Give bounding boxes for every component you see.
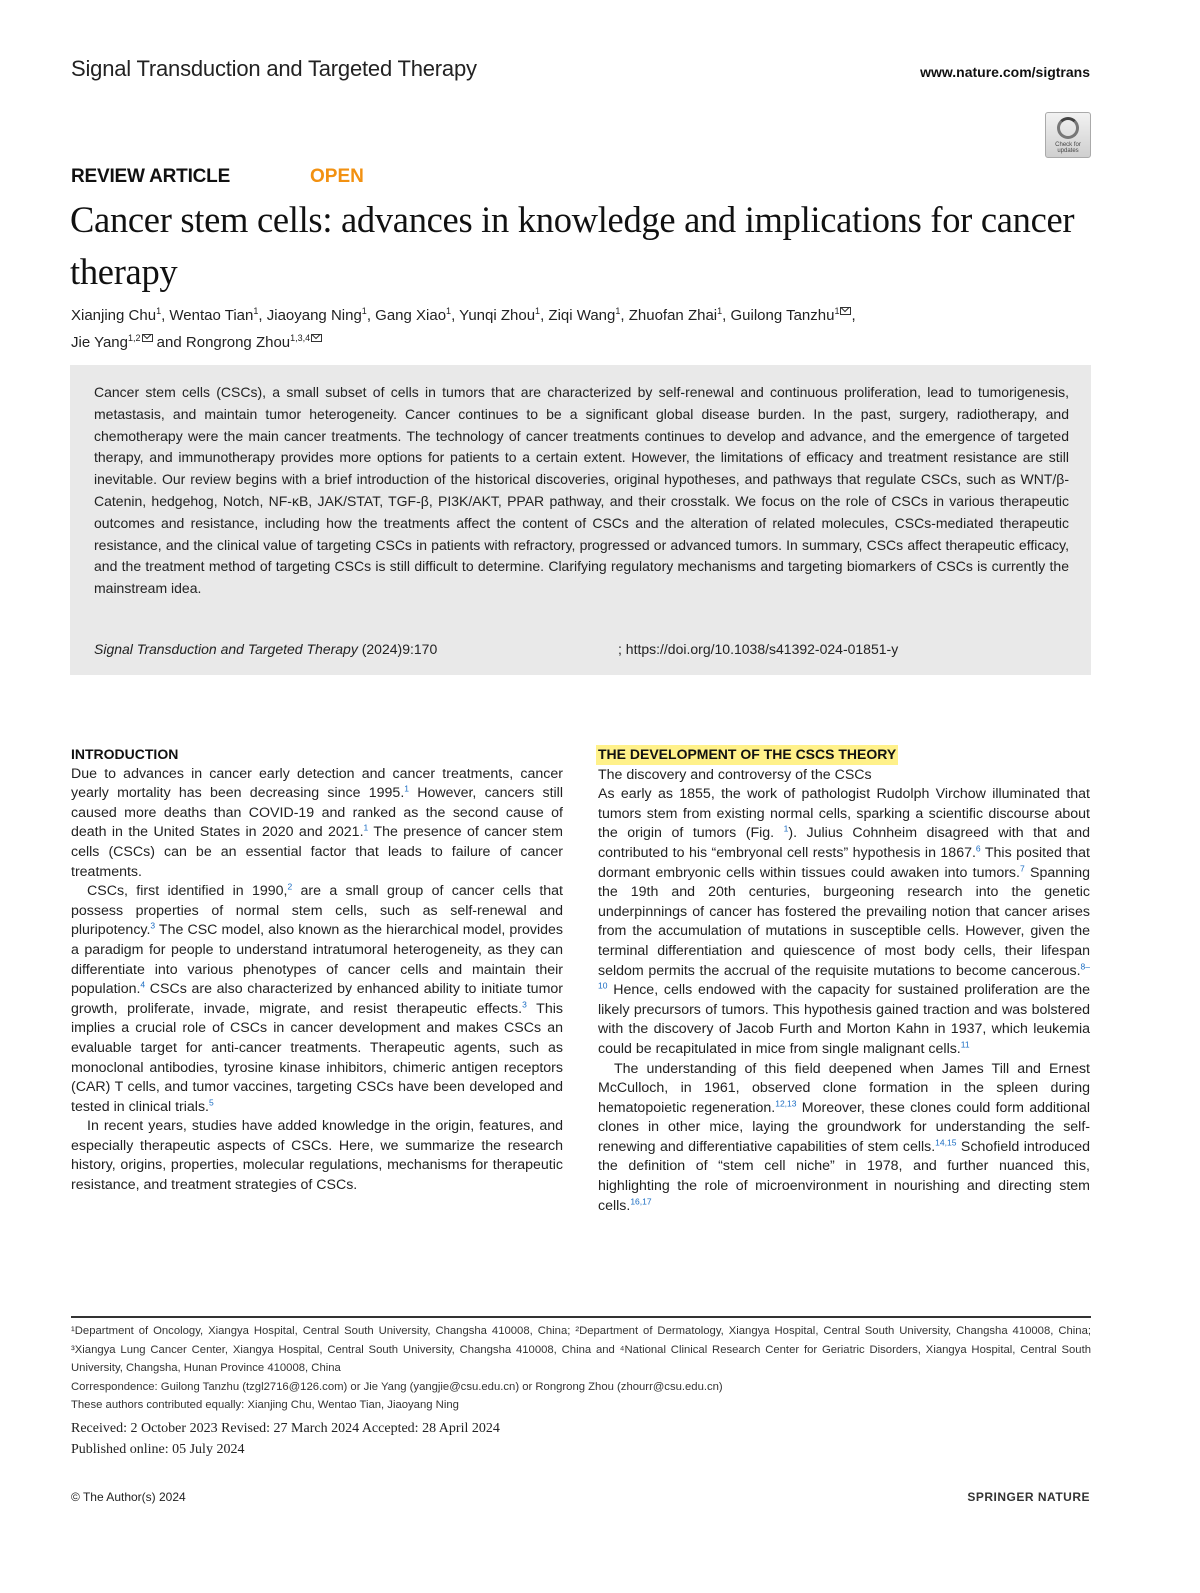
author-affiliation-marker: 1,3,4 — [290, 333, 311, 343]
author-affiliation-marker: 1 — [253, 306, 259, 316]
published-online: Published online: 05 July 2024 — [71, 1442, 245, 1457]
citation-ref: (2024)9:170 — [357, 641, 438, 657]
intro-paragraph-2 — [71, 882, 563, 1117]
author-name: Xianjing Chu — [71, 307, 157, 324]
check-updates-icon — [1057, 117, 1079, 139]
affiliation-list: ¹Department of Oncology, Xiangya Hospital, Central South University, Changsha 410008, China; ²Department of Dermatology, Xiangya Hospital, Central South University, Changsha 410008, China; ³Xiangya Lung Cancer Center, Xiangya Hospital, Central South University, Changsha 410008, China and ⁴National Clinical Research Center for Geriatric Disorders, Xiangya Hospital, Central South University, Changsha, Hunan Province 410008, China — [71, 1325, 1091, 1374]
check-for-updates-badge[interactable] — [1045, 112, 1091, 158]
journal-title: Signal Transduction and Targeted Therapy — [71, 56, 477, 81]
text-run: ). Julius Cohnheim disagreed with that and contributed to his “embryonal cell rests” hypothesis in 1867. — [598, 825, 1090, 861]
check-updates-label: Check for updates — [1055, 141, 1081, 154]
citation — [94, 641, 437, 657]
reference-link[interactable]: 1 — [783, 823, 789, 834]
author-list: Xianjing Chu$^1$, Wentao Tian$^1$, Jiaoyang Ning$^1$, Gang Xiao$^1$, Yunqi Zhou$^1$, Ziqi Wang$^1$, Zhuofan Zhai$^1$, Guilong Tanzhu$^1$ , Jie Yang$^{1,2}$ and Rongrong Zhou$^{1,3,4}$ — [71, 306, 856, 351]
development-paragraph-1 — [598, 785, 1090, 1059]
text-run: Spanning the 19th and 20th centuries, burgeoning research into the genetic underpinnings of cancer has fostered the prevailing notion that cancer arises from the accumulation of mutations in susceptible cells. However, given the terminal differentiation and quiescence of most body cells, their lifespan seldom permits the accrual of the requisite mutations to become cancerous. — [598, 864, 1090, 979]
reference-link[interactable]: 7 — [1019, 862, 1025, 873]
intro-paragraph-3 — [71, 1117, 563, 1195]
author-name: Zhuofan Zhai — [628, 307, 718, 324]
author-name: Ziqi Wang — [548, 307, 616, 324]
author-name: Rongrong Zhou — [185, 334, 291, 351]
reference-link[interactable]: 1 — [404, 783, 409, 794]
author-affiliation-marker: 1 — [535, 306, 541, 316]
text-run: CSCs, first identified in 1990, — [87, 883, 288, 900]
author-affiliation-marker: 1,2 — [128, 333, 141, 343]
text-run: The understanding of this field deepened when James Till and Ernest McCulloch, in 1961, observed clone formation in the spleen during hematopoietic regeneration. — [598, 1060, 1090, 1116]
reference-link[interactable]: 8–10 — [598, 960, 1090, 991]
doi-link[interactable]: ; https://doi.org/10.1038/s41392-024-01851-y — [618, 641, 899, 657]
correspondence: Correspondence: Guilong Tanzhu (tzgl2716@126.com) or Jie Yang (yangjie@csu.edu.cn) or Rongrong Zhou (zhourr@csu.edu.cn) — [71, 1380, 723, 1393]
email-icon[interactable] — [142, 334, 153, 342]
subsection-heading: The discovery and controversy of the CSCs — [598, 766, 872, 783]
reference-link[interactable]: 5 — [209, 1096, 214, 1107]
received-revised-accepted: Received: 2 October 2023 Revised: 27 March 2024 Accepted: 28 April 2024 — [71, 1421, 500, 1436]
text-run: Schofield introduced the definition of “stem cell niche” in 1978, and further nuanced this, highlighting the role of microenvironment in nourishing and directing stem cells. — [598, 1138, 1090, 1214]
text-run: This posited that dormant embryonic cells within tissues could awaken into tumors. — [598, 844, 1090, 881]
text-run: As early as 1855, the work of pathologist Rudolph Virchow illuminated that tumors stem from existing normal cells, sparking a scientific discourse about the origin of tumors (Fig. — [598, 786, 1090, 842]
equal-contribution: These authors contributed equally: Xianjing Chu, Wentao Tian, Jiaoyang Ning — [71, 1399, 459, 1411]
author-name: Yunqi Zhou — [459, 307, 536, 324]
section-heading-development: THE DEVELOPMENT OF THE CSCS THEORY — [596, 745, 898, 765]
author-name: Gang Xiao — [375, 307, 447, 324]
right-column — [598, 745, 1090, 1216]
text-run: Moreover, these clones could form additional clones in other mice, laying the groundwork for understanding the self-renewing and differentiative capabilities of stem cells. — [598, 1099, 1090, 1155]
author-affiliation-marker: 1 — [834, 306, 840, 316]
article-title: Cancer stem cells: advances in knowledge and implications for cancer therapy — [70, 199, 1075, 292]
text-run: Hence, cells endowed with the capacity for sustained proliferation are the likely precursors of tumors. This hypothesis gained traction and was bolstered with the discovery of Jacob Furth and Morton Kahn in 1937, which leukemia could be recapitulated in mice from single malignant cells. — [598, 982, 1090, 1057]
reference-link[interactable]: 6 — [975, 843, 981, 854]
reference-link[interactable]: 12,13 — [775, 1097, 797, 1108]
author-name: Guilong Tanzhu — [730, 307, 835, 324]
author-name: Jiaoyang Ning — [266, 307, 362, 324]
text-run: are a small group of cancer cells that possess properties of normal stem cells, such as self-renewal and pluripotency. — [71, 883, 563, 939]
email-icon[interactable] — [840, 307, 851, 315]
text-run: CSCs are also characterized by enhanced ability to initiate tumor growth, proliferate, invade, migrate, and resist therapeutic effects. — [71, 981, 563, 1017]
text-run: The CSC model, also known as the hierarchical model, provides a paradigm for people to understand intratumoral heterogeneity, as they can differentiate into various phenotypes of cancer cells and maintain their population. — [71, 922, 563, 998]
reference-link[interactable]: 3 — [522, 998, 527, 1009]
reference-link[interactable]: 16,17 — [630, 1195, 652, 1206]
citation-journal: Signal Transduction and Targeted Therapy — [94, 641, 358, 657]
reference-link[interactable]: 2 — [287, 881, 293, 892]
footer-divider — [71, 1316, 1091, 1318]
text-run: Due to advances in cancer early detection and cancer treatments, cancer yearly mortality has been decreasing since 1995. — [71, 765, 563, 802]
reference-link[interactable]: 3 — [150, 920, 156, 931]
copyright: © The Author(s) 2024 — [71, 1490, 186, 1504]
affiliations — [71, 1322, 1091, 1415]
open-access-badge: OPEN — [310, 166, 364, 187]
author-affiliation-marker: 1 — [156, 306, 162, 316]
article-type: REVIEW ARTICLE — [71, 166, 231, 187]
author-affiliation-marker: 1 — [615, 306, 621, 316]
text-run: This implies a crucial role of CSCs in cancer development and makes CSCs an evaluable target for anti-cancer treatments. Therapeutic agents, such as monoclonal antibodies, tyrosine kinase inhibitors, chimeric antigen receptors (CAR) T cells, and tumor vaccines, targeting CSCs have been developed and tested in clinical trials. — [71, 1000, 563, 1115]
article-dates — [71, 1418, 500, 1460]
author-name: Jie Yang — [71, 334, 128, 351]
left-column — [71, 745, 563, 1196]
publisher-logo: SPRINGER NATURE — [967, 1490, 1090, 1504]
development-paragraph-2 — [598, 1060, 1090, 1217]
email-icon[interactable] — [311, 334, 322, 342]
intro-paragraph-1 — [71, 765, 563, 883]
author-name: Wentao Tian — [169, 307, 254, 324]
text-run: The presence of cancer stem cells (CSCs) can be an essential factor that leads to failure of cancer treatments. — [71, 824, 563, 880]
text-run: However, cancers still caused more deaths than COVID-19 and ranked as the second cause of death in the United States in 2020 and 2021. — [71, 785, 563, 841]
reference-link[interactable]: 11 — [960, 1039, 970, 1050]
abstract-text: Cancer stem cells (CSCs), a small subset of cells in tumors that are characterized by self-renewal and continuous proliferation, lead to tumorigenesis, metastasis, and maintain tumor heterogeneity. Cancer continues to be a significant global disease burden. In the past, surgery, radiotherapy, and chemotherapy were the main cancer treatments. The technology of cancer treatments continues to develop and advance, and the emergence of targeted therapy, and immunotherapy provides more options for patients to a certain extent. However, the limitations of efficacy and treatment resistance are still inevitable. Our review begins with a brief introduction of the historical discoveries, original hypotheses, and pathways that regulate CSCs, such as WNT/β-Catenin, hedgehog, Notch, NF-κB, JAK/STAT, TGF-β, PI3K/AKT, PPAR pathway, and their crosstalk. We focus on the role of CSCs in various therapeutic outcomes and resistance, including how the treatments affect the content of CSCs and the alteration of related molecules, CSCs-mediated therapeutic resistance, and the clinical value of targeting CSCs in patients with refractory, progressed or advanced tumors. In summary, CSCs affect therapeutic efficacy, and the treatment method of targeting CSCs is still difficult to determine. Clarifying regulatory mechanisms and targeting biomarkers of CSCs is currently the mainstream idea. — [94, 384, 1069, 597]
author-affiliation-marker: 1 — [446, 306, 452, 316]
text-run: In recent years, studies have added knowledge in the origin, features, and especially therapeutic aspects of CSCs. Here, we summarize the research history, origins, properties, molecular regulations, mechanisms for therapeutic resistance, and treatment strategies of CSCs. — [71, 1118, 563, 1194]
reference-link[interactable]: 14,15 — [935, 1137, 957, 1148]
reference-link[interactable]: 1 — [363, 822, 369, 833]
reference-link[interactable]: 4 — [140, 979, 146, 990]
author-affiliation-marker: 1 — [361, 306, 367, 316]
section-heading-introduction: INTRODUCTION — [71, 746, 179, 762]
journal-url-link[interactable]: www.nature.com/sigtrans — [920, 64, 1090, 80]
author-affiliation-marker: 1 — [717, 306, 723, 316]
